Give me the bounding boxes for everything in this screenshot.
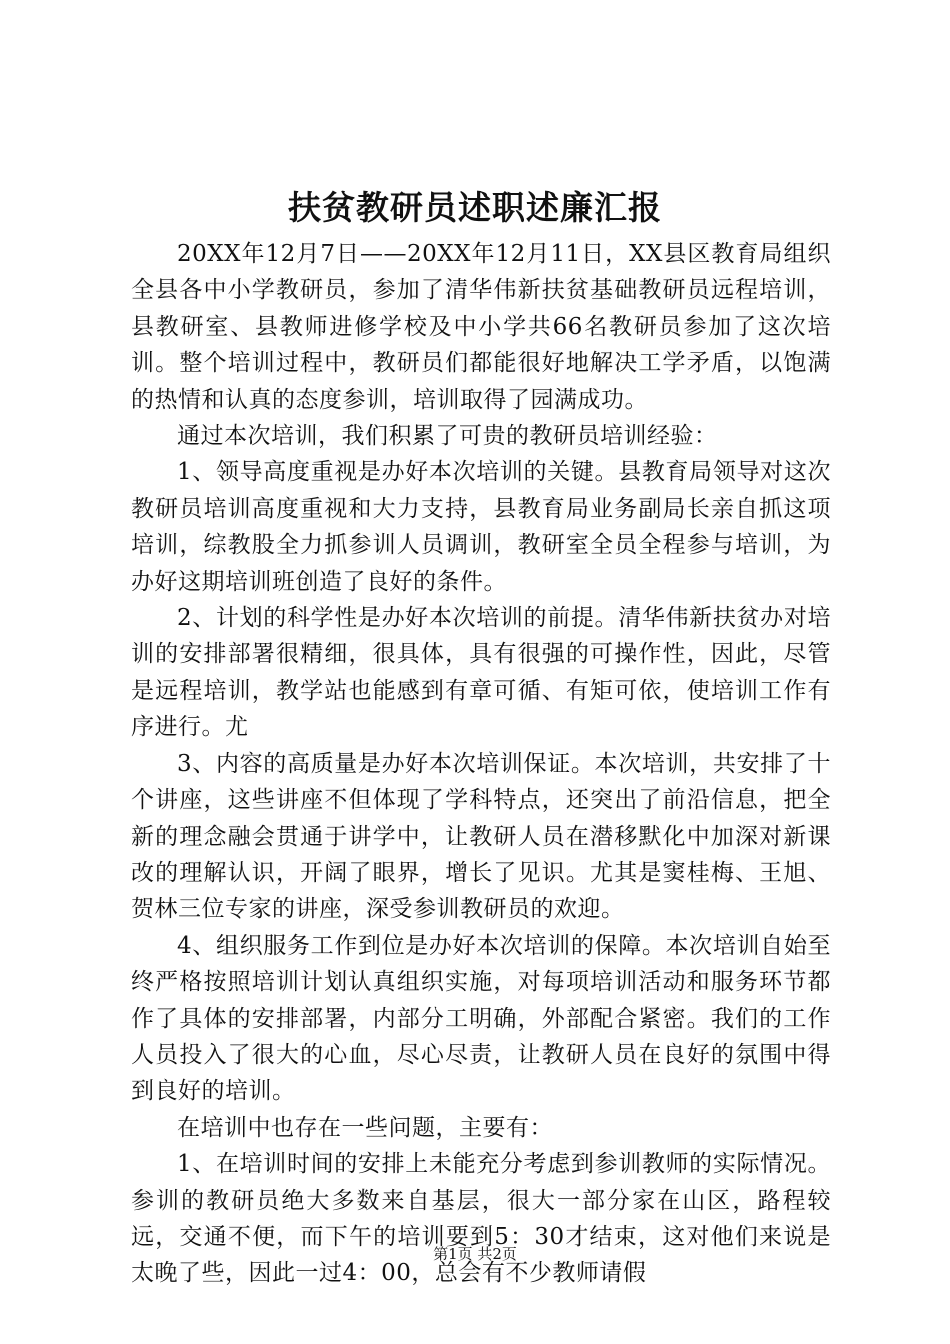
document-body xyxy=(131,236,831,1292)
paragraph-problem-1: 1、在培训时间的安排上未能充分考虑到参训教师的实际情况。参训的教研员绝大多数来自基层，很大一部分家在山区，路程较远，交通不便，而下午的培训要到5：30才结束，这对他们来说是太晚了些，因此一过4：00，总会有不少教师请假 xyxy=(131,1151,831,1287)
paragraph-problems-lead: 在培训中也存在一些问题，主要有： xyxy=(177,1114,553,1141)
paragraph-experience-3: 3、内容的高质量是办好本次培训保证。本次培训，共安排了十个讲座，这些讲座不但体现了学科特点，还突出了前沿信息，把全新的理念融会贯通于讲学中，让教研人员在潜移默化中加深对新课改的理解认识，开阔了眼界，增长了见识。尤其是窦桂梅、王旭、贺林三位专家的讲座，深受参训教研员的欢迎。 xyxy=(131,750,831,923)
page-footer: 第1页 共2页 xyxy=(433,1245,517,1263)
paragraph-experience-1: 1、领导高度重视是办好本次培训的关键。县教育局领导对这次教研员培训高度重视和大力支持，县教育局业务副局长亲自抓这项培训，综教股全力抓参训人员调训，教研室全员全程参与培训，为办好这期培训班创造了良好的条件。 xyxy=(131,459,831,595)
paragraph-experience-lead: 通过本次培训，我们积累了可贵的教研员培训经验： xyxy=(177,423,718,450)
paragraph-experience-4: 4、组织服务工作到位是办好本次培训的保障。本次培训自始至终严格按照培训计划认真组织实施，对每项培训活动和服务环节都作了具体的安排部署，内部分工明确，外部配合紧密。我们的工作人员投入了很大的心血，尽心尽责，让教研人员在良好的氛围中得到良好的培训。 xyxy=(131,932,831,1105)
paragraph-experience-2: 2、计划的科学性是办好本次培训的前提。清华伟新扶贫办对培训的安排部署很精细，很具体，具有很强的可操作性，因此，尽管是远程培训，教学站也能感到有章可循、有矩可依，使培训工作有序进行。尤 xyxy=(131,605,831,741)
document-title: 扶贫教研员述职述廉汇报 xyxy=(288,188,662,227)
paragraph-intro: 20XX年12月7日——20XX年12月11日，XX县区教育局组织全县各中小学教研员，参加了清华伟新扶贫基础教研员远程培训，县教研室、县教师进修学校及中小学共66名教研员参加了这次培训。整个培训过程中，教研员们都能很好地解决工学矛盾，以饱满的热情和认真的态度参训，培训取得了园满成功。 xyxy=(131,241,831,413)
